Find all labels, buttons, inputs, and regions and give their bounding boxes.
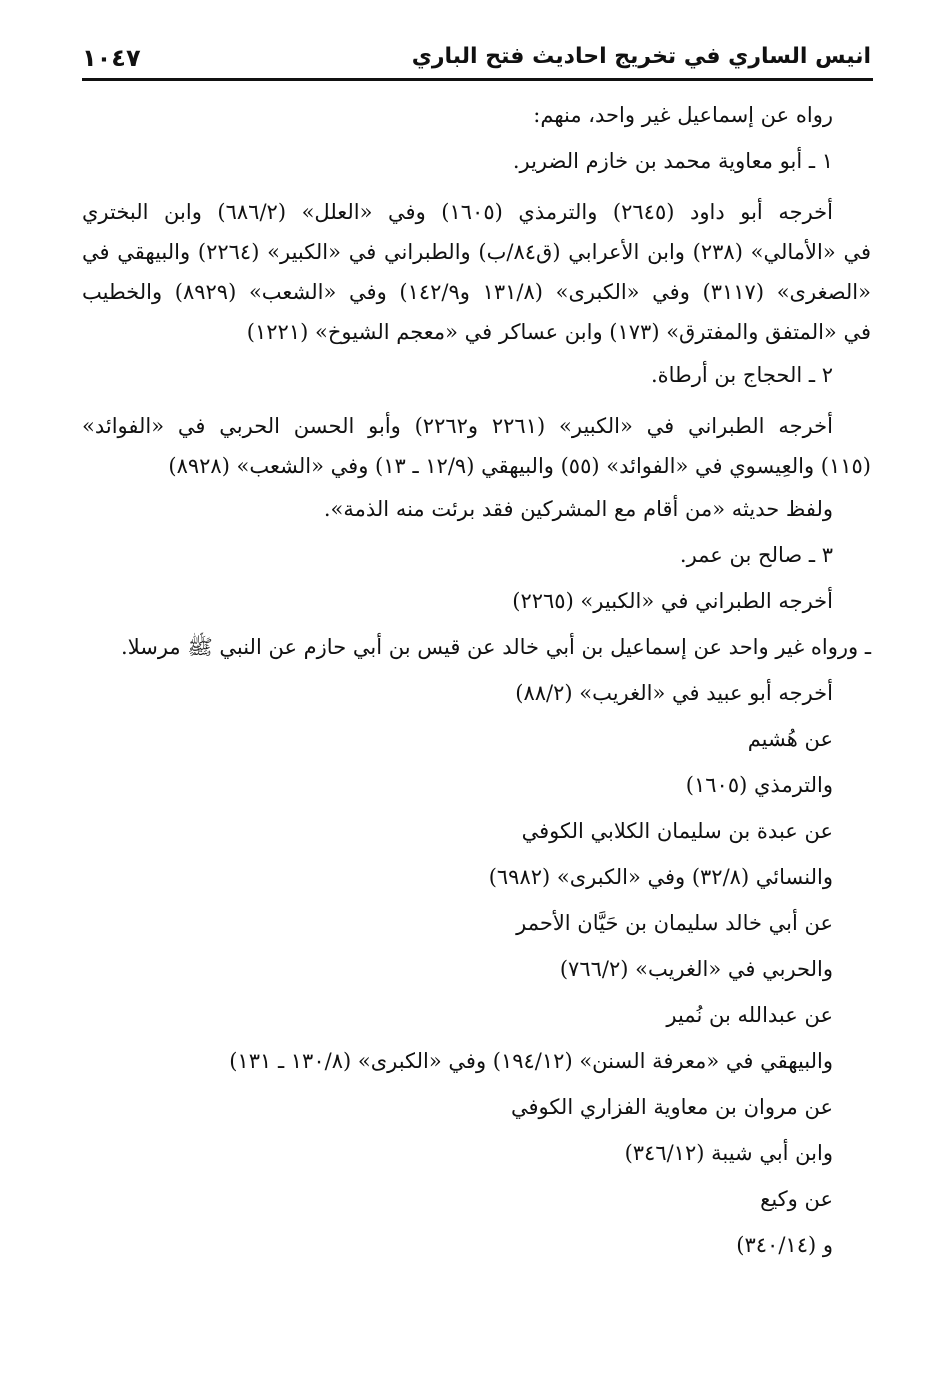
text-line: والبيهقي في «معرفة السنن» (١٩٤/١٢) وفي «الكبرى» (١٣٠/٨ ـ ١٣١) bbox=[229, 1049, 833, 1073]
text-line: عن وكيع bbox=[760, 1187, 833, 1211]
page-number: ١٠٤٧ bbox=[82, 44, 141, 72]
header-rule bbox=[82, 78, 873, 81]
paragraph-line: «الصغرى» (٣١١٧) وفي «الكبرى» (١٣١/٨ و١٤٢/٩) وفي «الشعب» (٨٩٢٩) والخطيب bbox=[82, 280, 871, 304]
text-line: وابن أبي شيبة (٣٤٦/١٢) bbox=[624, 1141, 833, 1165]
text-line: و (٣٤٠/١٤) bbox=[736, 1233, 833, 1257]
paragraph-line: (١١٥) والعِيسوي في «الفوائد» (٥٥) والبيهقي (١٢/٩ ـ ١٣) وفي «الشعب» (٨٩٢٨) bbox=[168, 454, 871, 478]
text-line: والحربي في «الغريب» (٧٦٦/٢) bbox=[559, 957, 833, 981]
text-line: عن أبي خالد سليمان بن حَيَّان الأحمر bbox=[516, 911, 833, 935]
text-line: والترمذي (١٦٠٥) bbox=[685, 773, 833, 797]
text-line: عن عبدة بن سليمان الكلابي الكوفي bbox=[521, 819, 833, 843]
text-line: عن هُشيم bbox=[747, 727, 833, 751]
text-line: رواه عن إسماعيل غير واحد، منهم: bbox=[533, 103, 833, 127]
list-item-heading: ٢ ـ الحجاج بن أرطاة. bbox=[650, 363, 833, 387]
paragraph-line: أخرجه الطبراني في «الكبير» (٢٢٦١ و٢٢٦٢) وأبو الحسن الحربي في «الفوائد» bbox=[82, 414, 833, 438]
text-line: ولفظ حديثه «من أقام مع المشركين فقد برئت منه الذمة». bbox=[323, 497, 833, 521]
paragraph-line: في «المتفق والمفترق» (١٧٣) وابن عساكر في «معجم الشيوخ» (١٢٢١) bbox=[246, 320, 871, 344]
paragraph-line: في «الأمالي» (٢٣٨) وابن الأعرابي (ق٨٤/ب) والطبراني في «الكبير» (٢٢٦٤) والبيهقي في bbox=[82, 240, 871, 264]
text-line: أخرجه الطبراني في «الكبير» (٢٢٦٥) bbox=[512, 589, 833, 613]
paragraph-line: أخرجه أبو داود (٢٦٤٥) والترمذي (١٦٠٥) وفي «العلل» (٦٨٦/٢) وابن البختري bbox=[82, 200, 833, 224]
text-line: عن عبدالله بن نُمير bbox=[666, 1003, 833, 1027]
list-item-heading: ١ ـ أبو معاوية محمد بن خازم الضرير. bbox=[512, 149, 833, 173]
text-line: والنسائي (٣٢/٨) وفي «الكبرى» (٦٩٨٢) bbox=[488, 865, 833, 889]
list-item-heading: ٣ ـ صالح بن عمر. bbox=[679, 543, 833, 567]
running-title: انيس الساري في تخريج احاديث فتح الباري bbox=[411, 44, 871, 69]
page-body bbox=[82, 92, 871, 1268]
text-line: أخرجه أبو عبيد في «الغريب» (٨٨/٢) bbox=[515, 681, 833, 705]
text-line: ـ ورواه غير واحد عن إسماعيل بن أبي خالد عن قيس بن أبي حازم عن النبي ﷺ مرسلا. bbox=[121, 635, 871, 659]
text-line: عن مروان بن معاوية الفزاري الكوفي bbox=[510, 1095, 833, 1119]
page-header bbox=[82, 40, 871, 80]
